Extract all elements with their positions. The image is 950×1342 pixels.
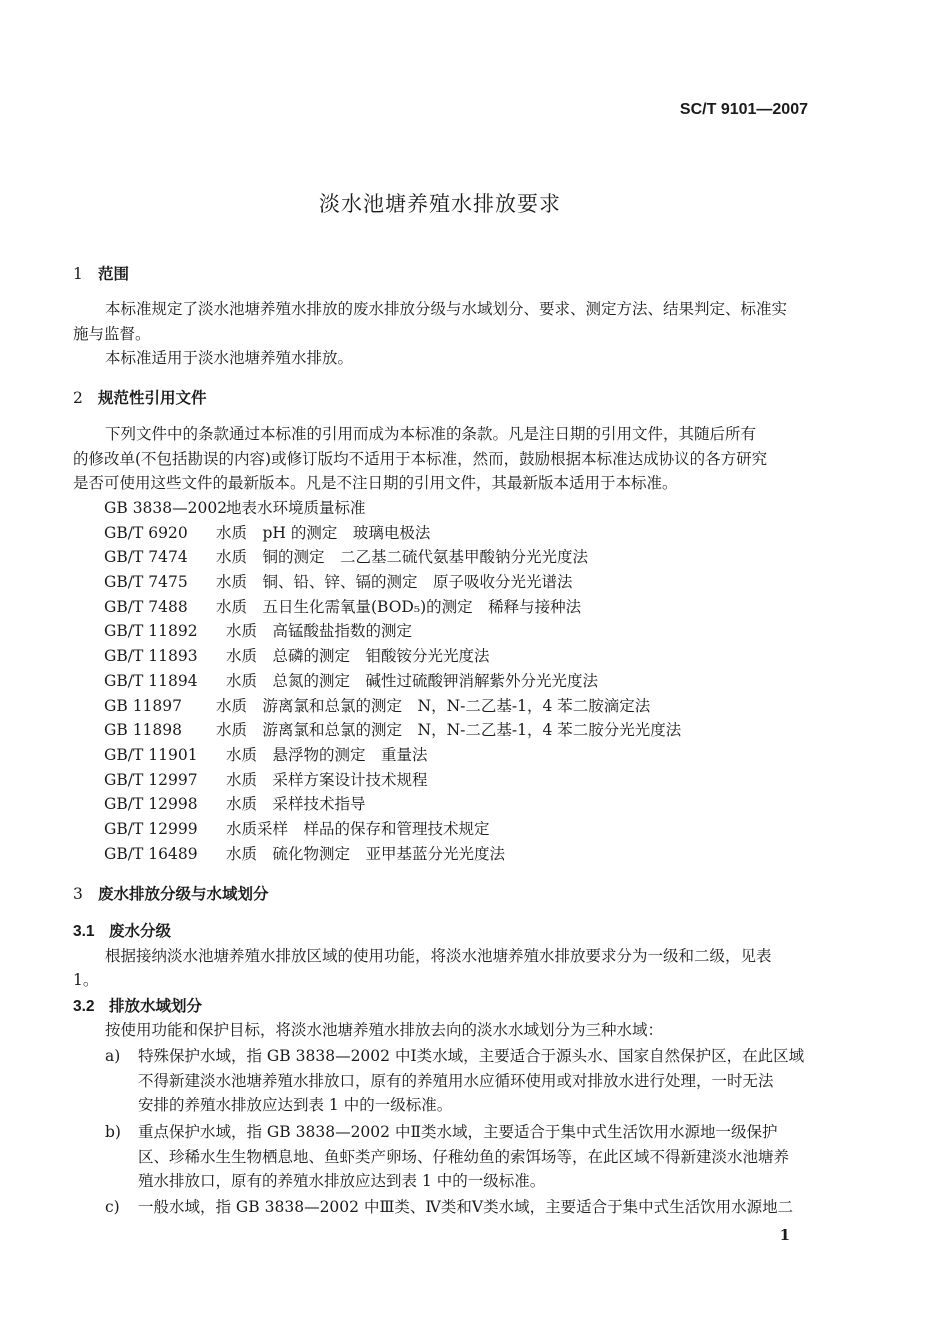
section-1-heading <box>73 262 129 284</box>
reference-item <box>104 669 681 694</box>
reference-title: 水质 铜的测定 二乙基二硫代氨基甲酸钠分光光度法 <box>216 548 589 567</box>
reference-title: 水质 总氮的测定 碱性过硫酸钾消解紫外分光光度法 <box>226 671 599 690</box>
list-line: 安排的养殖水排放应达到表 1 中的一级标准。 <box>138 1096 453 1114</box>
reference-code: GB/T 11894 <box>104 671 198 690</box>
reference-code: GB/T 12997 <box>104 770 198 789</box>
paragraph-line: 本标准规定了淡水池塘养殖水排放的废水排放分级与水域划分、要求、测定方法、结果判定、标准实 <box>105 300 788 318</box>
list-line: 不得新建淡水池塘养殖水排放口，原有的养殖用水应循环使用或对排放水进行处理，一时无法 <box>138 1071 774 1090</box>
section-title: 废水排放分级与水域划分 <box>98 886 269 903</box>
list-line: 特殊保护水域，指 GB 3838—2002 中Ⅰ类水域，主要适合于源头水、国家自然保护区，在此区域 <box>138 1047 805 1065</box>
paragraph-line: 施与监督。 <box>73 325 151 343</box>
reference-code: GB 11898 <box>104 721 183 740</box>
reference-title: 水质 pH 的测定 玻璃电极法 <box>216 523 431 542</box>
reference-item <box>104 768 681 793</box>
list-marker: a) <box>105 1047 121 1065</box>
paragraph-line: 下列文件中的条款通过本标准的引用而成为本标准的条款。凡是注日期的引用文件，其随后所有 <box>105 425 757 443</box>
reference-code: GB/T 7475 <box>104 573 188 592</box>
reference-title: 水质 总磷的测定 钼酸铵分光光度法 <box>226 647 490 666</box>
reference-item <box>104 694 681 719</box>
section-number: 1 <box>73 265 83 283</box>
reference-title: 水质采样 样品的保存和管理技术规定 <box>226 819 490 838</box>
section-2-heading <box>73 386 207 408</box>
reference-item <box>104 644 681 669</box>
subsection-title: 排放水域划分 <box>109 998 203 1015</box>
section-title: 规范性引用文件 <box>98 390 207 407</box>
reference-item <box>104 743 681 768</box>
list-item <box>105 1044 815 1118</box>
reference-title: 水质 采样技术指导 <box>226 795 366 814</box>
reference-item <box>104 792 681 817</box>
section-number: 3 <box>73 885 83 903</box>
reference-item <box>104 595 681 620</box>
reference-title: 水质 铜、铅、锌、镉的测定 原子吸收分光光谱法 <box>216 573 573 592</box>
list-line: 一般水域，指 GB 3838—2002 中Ⅲ类、Ⅳ类和Ⅴ类水域，主要适合于集中式生活饮用水源地二 <box>138 1198 794 1216</box>
paragraph: 按使用功能和保护目标，将淡水池塘养殖水排放去向的淡水水域划分为三种水域： <box>105 1021 664 1039</box>
subsection-3-1-heading <box>73 919 171 941</box>
reference-title: 水质 高锰酸盐指数的测定 <box>226 622 413 641</box>
reference-item <box>104 521 681 546</box>
reference-item <box>104 842 681 867</box>
reference-code: GB 3838—2002 <box>104 499 228 517</box>
reference-title: 水质 硫化物测定 亚甲基蓝分光光度法 <box>226 844 506 863</box>
paragraph-line: 1。 <box>73 971 99 989</box>
reference-item <box>104 718 681 743</box>
reference-code: GB/T 12998 <box>104 795 198 814</box>
list-line: 区、珍稀水生生物栖息地、鱼虾类产卵场、仔稚幼鱼的索饵场等，在此区域不得新建淡水池塘养 <box>138 1147 790 1166</box>
reference-item <box>104 570 681 595</box>
reference-title: 地表水环境质量标准 <box>226 499 366 517</box>
reference-list <box>104 496 681 866</box>
subsection-3-2-heading <box>73 994 202 1016</box>
reference-code: GB/T 16489 <box>104 844 198 863</box>
subsection-number: 3.1 <box>73 923 95 940</box>
list-line: 殖水排放口，原有的养殖水排放应达到表 1 中的一级标准。 <box>138 1172 546 1190</box>
page-title: 淡水池塘养殖水排放要求 <box>319 192 561 216</box>
reference-item <box>104 619 681 644</box>
list-item <box>105 1195 815 1220</box>
reference-title: 水质 采样方案设计技术规程 <box>226 770 428 789</box>
paragraph: 本标准适用于淡水池塘养殖水排放。 <box>105 349 354 367</box>
standard-number: SC/T 9101—2007 <box>679 101 808 118</box>
page-number: 1 <box>779 1226 790 1244</box>
list-marker: c) <box>105 1198 120 1216</box>
reference-title: 水质 五日生化需氧量(BOD₅)的测定 稀释与接种法 <box>216 597 582 616</box>
reference-code: GB/T 7474 <box>104 548 188 567</box>
reference-title: 水质 悬浮物的测定 重量法 <box>226 745 428 764</box>
reference-code: GB/T 12999 <box>104 819 198 838</box>
paragraph-line: 的修改单(不包括勘误的内容)或修订版均不适用于本标准，然而，鼓励根据本标准达成协议的各方研究 <box>73 450 768 468</box>
section-title: 范围 <box>98 266 130 283</box>
reference-code: GB 11897 <box>104 696 183 715</box>
reference-title: 水质 游离氯和总氯的测定 N，N-二乙基-1，4 苯二胺分光光度法 <box>216 721 682 740</box>
section-3-heading <box>73 882 269 904</box>
paragraph-line: 是否可使用这些文件的最新版本。凡是不注日期的引用文件，其最新版本适用于本标准。 <box>73 474 678 492</box>
reference-code: GB/T 11901 <box>104 745 198 764</box>
reference-code: GB/T 11893 <box>104 647 198 666</box>
reference-item <box>104 545 681 570</box>
reference-item <box>104 817 681 842</box>
paragraph-line: 根据接纳淡水池塘养殖水排放区域的使用功能，将淡水池塘养殖水排放要求分为一级和二级，见表 <box>105 947 772 965</box>
reference-code: GB/T 7488 <box>104 597 188 616</box>
list-line: 重点保护水域，指 GB 3838—2002 中Ⅱ类水域，主要适合于集中式生活饮用水源地一级保护 <box>138 1123 778 1141</box>
reference-code: GB/T 6920 <box>104 523 188 542</box>
section-number: 2 <box>73 389 83 407</box>
list-marker: b) <box>105 1123 121 1141</box>
reference-title: 水质 游离氯和总氯的测定 N，N-二乙基-1，4 苯二胺滴定法 <box>216 696 651 715</box>
subsection-number: 3.2 <box>73 998 95 1015</box>
list-item <box>105 1120 815 1194</box>
reference-code: GB/T 11892 <box>104 622 198 641</box>
subsection-title: 废水分级 <box>109 923 172 940</box>
reference-item <box>104 496 681 521</box>
